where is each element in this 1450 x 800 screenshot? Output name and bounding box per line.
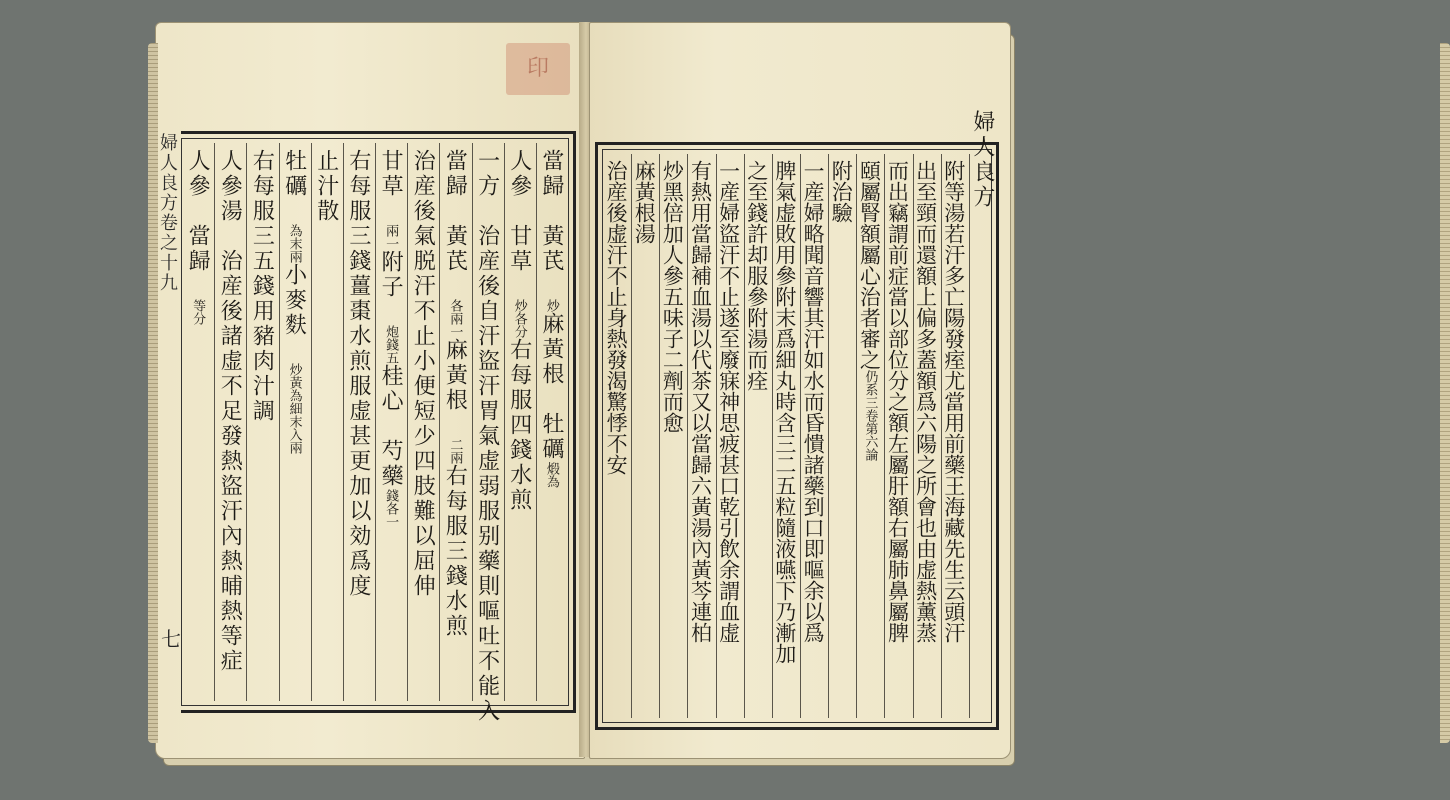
column-text: 麻黃根: [538, 312, 564, 412]
column-text: 附等湯若汗多亡陽發痓尤當用前藥王海藏先生云頭汗: [941, 160, 966, 643]
column-text: 有熱用當歸補血湯以代茶又以當歸六黃湯內黃芩連柏: [688, 160, 713, 643]
left-text-frame: [181, 131, 576, 749]
right-text-column: [660, 160, 685, 712]
column-annotation: 錢各一: [383, 489, 399, 528]
column-rule: [246, 143, 247, 701]
right-text-column: [801, 160, 826, 712]
left-text-column: [378, 149, 404, 695]
column-rule: [279, 143, 280, 701]
right-text-block: [602, 110, 995, 723]
column-rule: [856, 154, 857, 718]
column-text: 右每服三錢薑棗水煎服虚甚更加以効爲度: [345, 149, 371, 624]
left-text-column: [217, 149, 243, 699]
left-text-column: [442, 149, 468, 695]
column-text: 小麥麩: [281, 263, 307, 363]
left-running-title: 婦人良方卷之十九: [157, 133, 178, 293]
column-rule: [631, 154, 632, 718]
column-rule: [659, 154, 660, 718]
column-rule: [407, 143, 408, 701]
column-text: 麻黃根湯: [632, 160, 657, 244]
column-text: 頤屬腎額屬心治者審之: [857, 160, 882, 370]
column-text: 芍藥: [378, 439, 404, 489]
column-text: 一方: [474, 149, 500, 224]
column-text: 桂心: [378, 364, 404, 439]
column-text: 甘草: [378, 149, 404, 224]
column-rule: [687, 154, 688, 718]
left-text-column: [185, 149, 211, 695]
column-text: 右每服三錢水煎: [442, 464, 468, 639]
column-rule: [941, 154, 942, 718]
left-text-block: [181, 138, 569, 749]
column-text: 人參: [185, 149, 211, 224]
column-annotation: 炒黃為細末入兩: [286, 363, 302, 454]
right-text-column: [857, 160, 882, 712]
column-rule: [828, 154, 829, 718]
column-text: 炒黑倍加人參五味子二劑而愈: [660, 160, 685, 433]
column-text: 出至頸而還額上偏多蓋額爲六陽之所會也由虚熱薰蒸: [913, 160, 938, 643]
column-rule: [744, 154, 745, 718]
right-text-column: [887, 160, 908, 712]
column-text: 止汁散: [313, 149, 339, 249]
left-text-column: [347, 149, 369, 695]
column-rule: [504, 143, 505, 701]
column-text: 右每服三五錢用豬肉汁調: [249, 149, 275, 449]
column-rule: [375, 143, 376, 701]
column-text: 而出竊謂前症當以部位分之額左屬肝額右屬肺鼻屬脾: [885, 160, 910, 643]
column-text: 當歸: [442, 149, 468, 224]
column-rule: [913, 154, 914, 718]
left-text-column: [283, 149, 305, 695]
red-seal-stamp: 印: [506, 43, 570, 95]
column-rule: [800, 154, 801, 718]
right-text-column: [746, 160, 767, 712]
left-text-column: [508, 149, 530, 695]
column-annotation: 仍系三卷第六論: [862, 370, 878, 461]
column-text: 治産後自汗盜汗胃氣虚弱服别藥則嘔吐不能入: [474, 224, 500, 749]
right-text-column: [690, 160, 711, 712]
column-text: 治産後氣脱汗不止小便短少四肢難以屈伸: [410, 149, 436, 624]
column-annotation: 炒各分: [511, 299, 527, 338]
left-folio: 七: [161, 627, 181, 651]
column-annotation: 煅為: [543, 462, 559, 488]
column-rule: [472, 143, 473, 701]
column-annotation: 各兩一: [447, 299, 463, 338]
left-text-column: [474, 149, 500, 749]
column-rule: [214, 143, 215, 701]
left-text-column: [410, 149, 436, 695]
column-text: 一産婦略聞音響其汗如水而昏憒諸藥到口即嘔余以爲: [801, 160, 826, 643]
column-rule: [311, 143, 312, 701]
column-annotation: 等分: [190, 299, 206, 325]
column-annotation: 二兩: [447, 438, 463, 464]
column-text: 一産婦盜汗不止遂至廢寐神思疲甚口乾引飲余謂血虚: [716, 160, 741, 643]
right-page-edge: [1440, 43, 1450, 743]
left-text-column: [540, 149, 562, 695]
column-rule: [343, 143, 344, 701]
column-text: 牡礪: [281, 149, 307, 224]
column-annotation: 炒: [543, 299, 559, 312]
column-text: 人參湯: [217, 149, 243, 249]
column-rule: [884, 154, 885, 718]
column-text: 右每服四錢水煎: [506, 338, 532, 538]
column-rule: [772, 154, 773, 718]
right-text-column: [915, 160, 936, 712]
column-text: 牡礪: [538, 412, 564, 462]
column-text: 附子: [378, 250, 404, 325]
column-text: 當歸: [538, 149, 564, 224]
left-page: [155, 22, 585, 759]
right-running-title: 婦人良方: [969, 110, 995, 210]
column-text: 黃芪: [442, 224, 468, 299]
column-annotation: 兩一: [383, 224, 399, 250]
column-annotation: 為末兩: [286, 224, 302, 263]
column-annotation: 炮錢五: [383, 325, 399, 364]
right-text-column: [604, 160, 629, 712]
right-text-column: [943, 160, 964, 712]
left-text-column: [315, 149, 337, 695]
right-text-column: [829, 160, 854, 712]
column-text: 附治驗: [829, 160, 854, 223]
column-text: 當歸: [185, 224, 211, 299]
column-text: 甘草: [506, 224, 532, 299]
column-text: 治産後諸虚不足發熱盜汗內熱晡熱等症: [217, 249, 243, 699]
column-text: 黃芪: [538, 224, 564, 299]
right-text-column: [718, 160, 739, 712]
column-text: 治産後虚汗不止身熱發渴驚悸不安: [604, 160, 629, 475]
right-text-column: [632, 160, 657, 712]
right-text-frame: [595, 110, 999, 730]
right-text-column: [774, 160, 795, 712]
left-text-column: [249, 149, 275, 695]
column-rule: [439, 143, 440, 701]
column-rule: [536, 143, 537, 701]
column-text: 人參: [506, 149, 532, 224]
column-text: 麻黃根: [442, 338, 468, 438]
open-book: [155, 22, 1015, 767]
column-text: 之至錢許却服參附湯而痊: [744, 160, 769, 391]
column-rule: [969, 154, 970, 718]
column-text: 脾氣虚敗用參附末爲細丸時含三二五粒隨液嚥下乃漸加: [772, 160, 797, 664]
column-rule: [716, 154, 717, 718]
